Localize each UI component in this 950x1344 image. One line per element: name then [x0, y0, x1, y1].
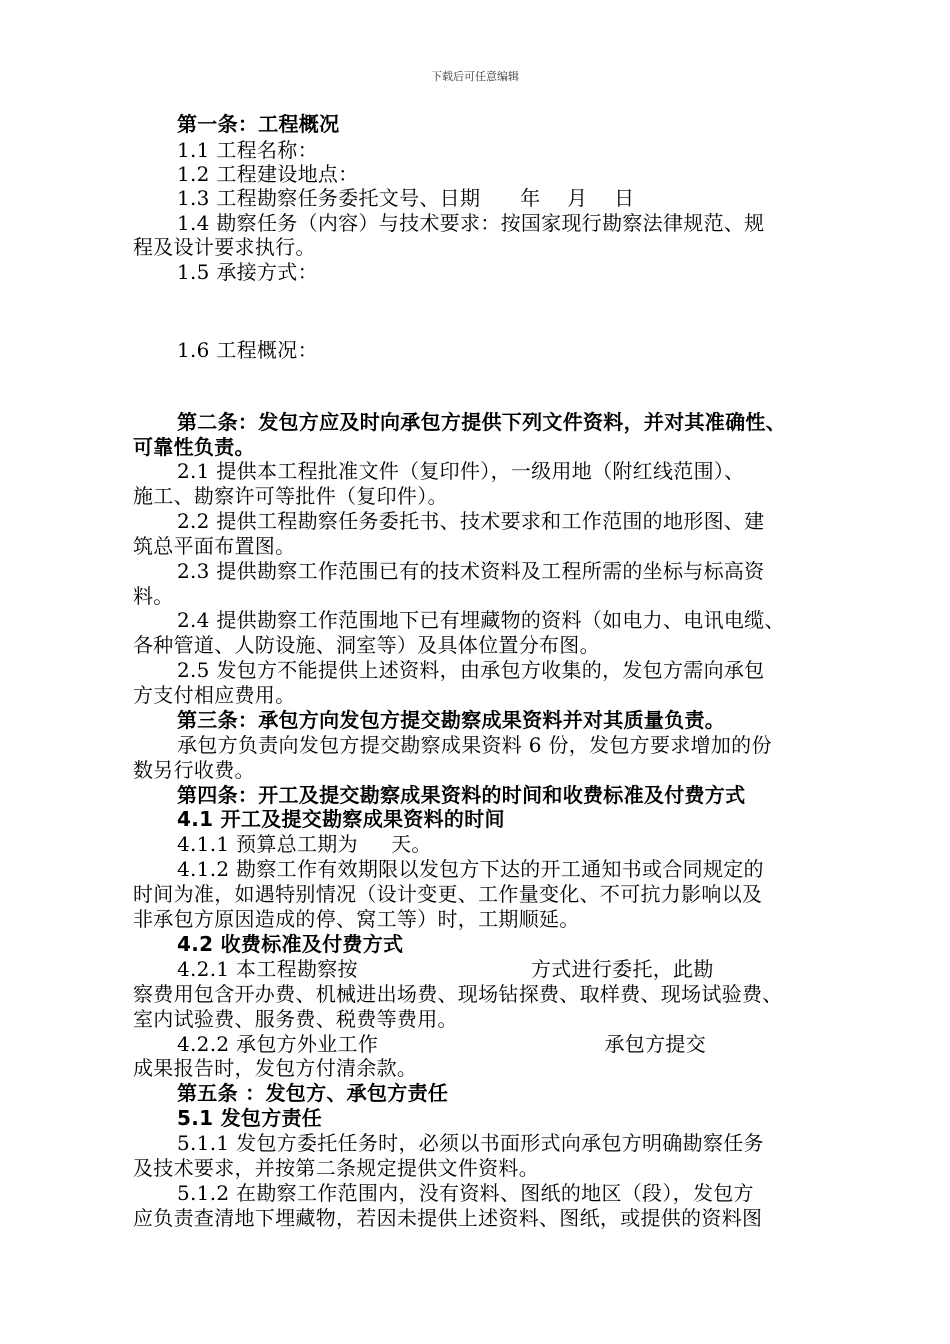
- section-heading: 第二条：发包方应及时向承包方提供下列文件资料，并对其准确性、: [177, 410, 786, 434]
- body-text-line: 数另行收费。: [133, 758, 255, 782]
- body-text-line: 1.6 工程概况：: [177, 338, 318, 362]
- body-text-line: 1.2 工程建设地点：: [177, 162, 359, 186]
- body-text-line: 承包方负责向发包方提交勘察成果资料 6 份，发包方要求增加的份: [177, 733, 772, 757]
- body-text-line: 1.5 承接方式：: [177, 260, 318, 284]
- body-text-line: 5.1.2 在勘察工作范围内，没有资料、图纸的地区（段），发包方: [177, 1181, 754, 1205]
- body-text-line: 察费用包含开办费、机械进出场费、现场钻探费、取样费、现场试验费、: [133, 982, 783, 1006]
- body-text-line: 及技术要求，并按第二条规定提供文件资料。: [133, 1156, 539, 1180]
- body-text-line: 2.4 提供勘察工作范围地下已有埋藏物的资料（如电力、电讯电缆、: [177, 608, 785, 632]
- body-text-line: 2.1 提供本工程批准文件（复印件），一级用地（附红线范围）、: [177, 459, 745, 483]
- section-heading: 第五条 ：发包方、承包方责任: [177, 1081, 449, 1105]
- body-text-line: 4.1.1 预算总工期为 天。: [177, 832, 432, 856]
- body-text-line: 4.2.1 本工程勘察按 方式进行委托，此勘: [177, 957, 714, 981]
- body-text-line: 4.1.2 勘察工作有效期限以发包方下达的开工通知书或合同规定的: [177, 857, 764, 881]
- body-text-line: 非承包方原因造成的停、窝工等）时，工期顺延。: [133, 907, 580, 931]
- body-text-line: 1.4 勘察任务（内容）与技术要求：按国家现行勘察法律规范、规: [177, 211, 765, 235]
- body-text-line: 料。: [133, 584, 174, 608]
- section-heading: 可靠性负责。: [133, 435, 255, 459]
- section-heading: 4.2 收费标准及付费方式: [177, 932, 404, 956]
- section-heading: 第一条：工程概况: [177, 112, 340, 136]
- body-text-line: 4.2.2 承包方外业工作 承包方提交: [177, 1032, 706, 1056]
- body-text-line: 2.3 提供勘察工作范围已有的技术资料及工程所需的坐标与标高资: [177, 559, 765, 583]
- body-text-line: 成果报告时，发包方付清余款。: [133, 1056, 418, 1080]
- body-text-line: 应负责查清地下埋藏物，若因未提供上述资料、图纸，或提供的资料图: [133, 1206, 763, 1230]
- section-heading: 4.1 开工及提交勘察成果资料的时间: [177, 807, 505, 831]
- body-text-line: 时间为准，如遇特别情况（设计变更、工作量变化、不可抗力影响以及: [133, 882, 763, 906]
- body-text-line: 方支付相应费用。: [133, 683, 296, 707]
- body-text-line: 5.1.1 发包方委托任务时，必须以书面形式向承包方明确勘察任务: [177, 1131, 764, 1155]
- body-text-line: 室内试验费、服务费、税费等费用。: [133, 1007, 458, 1031]
- body-text-line: 施工、勘察许可等批件（复印件）。: [133, 484, 448, 508]
- body-text-line: 1.3 工程勘察任务委托文号、日期 年 月 日: [177, 186, 635, 210]
- body-text-line: 1.1 工程名称：: [177, 138, 318, 162]
- body-text-line: 2.2 提供工程勘察任务委托书、技术要求和工作范围的地形图、建: [177, 509, 765, 533]
- body-text-line: 筑总平面布置图。: [133, 534, 296, 558]
- body-text-line: 程及设计要求执行。: [133, 235, 316, 259]
- body-text-line: 各种管道、人防设施、洞室等）及具体位置分布图。: [133, 633, 600, 657]
- section-heading: 5.1 发包方责任: [177, 1106, 323, 1130]
- section-heading: 第三条：承包方向发包方提交勘察成果资料并对其质量负责。: [177, 708, 726, 732]
- page-header: 下载后可任意编辑: [431, 70, 519, 83]
- body-text-line: 2.5 发包方不能提供上述资料，由承包方收集的，发包方需向承包: [177, 658, 765, 682]
- section-heading: 第四条：开工及提交勘察成果资料的时间和收费标准及付费方式: [177, 783, 746, 807]
